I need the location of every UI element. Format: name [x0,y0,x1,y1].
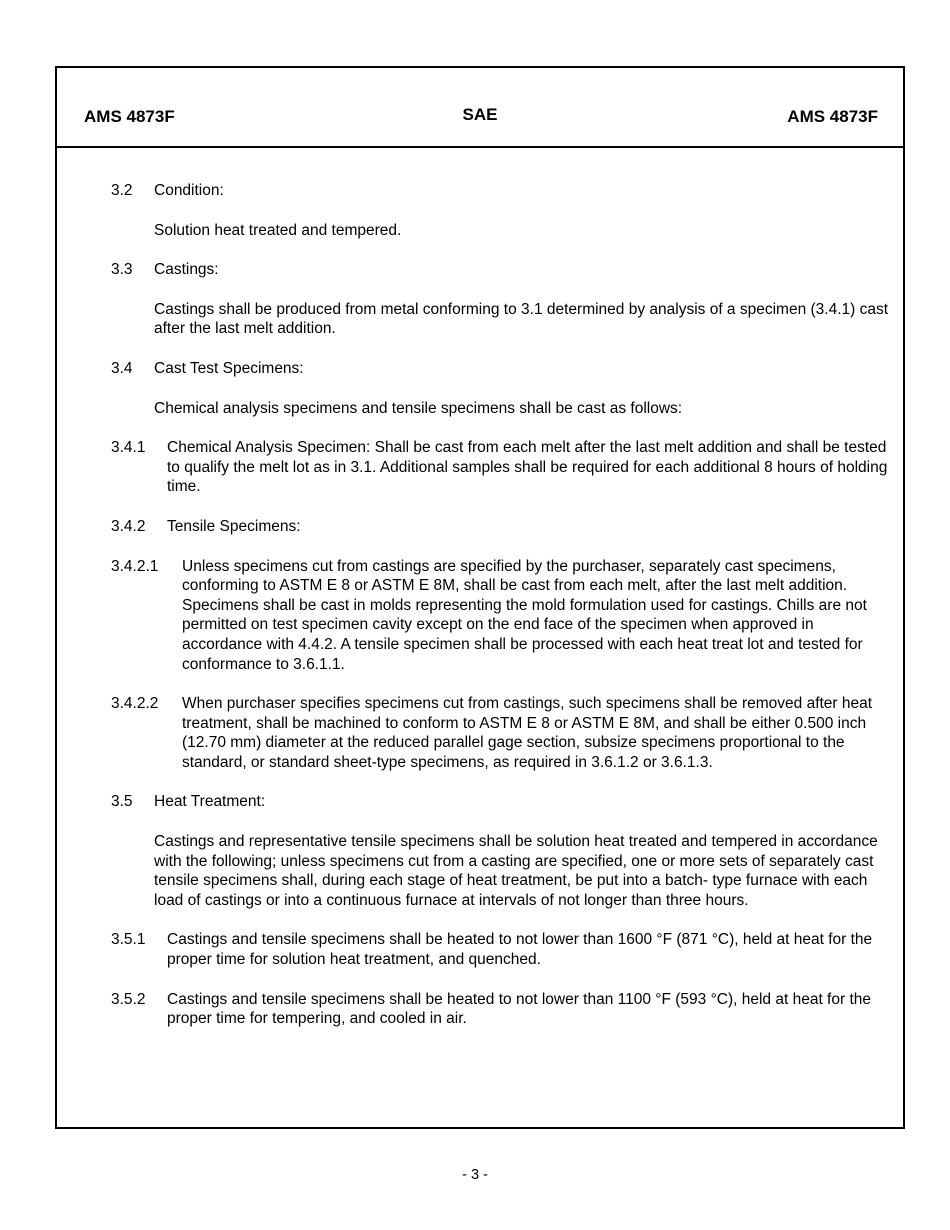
section-number: 3.4.2 [111,517,146,535]
section-number: 3.5.2 [111,990,146,1008]
section-3-5-2 [111,990,891,1029]
document-body [111,181,891,1049]
section-3-4-heading [111,359,891,379]
section-title: Heat Treatment: [154,793,266,811]
section-3-2-heading [111,181,891,201]
section-title: Castings: [154,261,219,279]
section-number: 3.2 [111,182,133,199]
section-3-3-heading [111,260,891,280]
section-3-5-text: Castings and representative tensile specimens shall be solution heat treated and tempered in accordance with the following; unless specimens cut from a casting are specified, one or more sets of separately cast tensile specimens shall, during each stage of heat treatment, be put into a batch- type furnace with each load of castings or into a continuous furnace at intervals of not longer than three hours. [154,833,878,909]
header-doc-number-left: AMS 4873F [84,107,175,126]
section-3-4-2-1 [111,557,891,675]
section-3-4-1 [111,438,891,497]
section-text: Castings and tensile specimens shall be heated to not lower than 1600 °F (871 °C), held at heat for the proper time for solution heat treatment, and quenched. [167,931,873,969]
section-text: Castings and tensile specimens shall be heated to not lower than 1100 °F (593 °C), held at heat for the proper time for tempering, and cooled in air. [167,990,872,1028]
document-header [57,68,903,148]
section-number: 3.4.2.2 [111,695,159,713]
section-3-4-2-2 [111,694,891,772]
section-number: 3.5.1 [111,931,146,949]
section-number: 3.4.2.1 [111,557,159,575]
header-org: SAE [462,105,498,124]
section-number: 3.3 [111,261,133,279]
header-doc-number-right: AMS 4873F [787,107,878,126]
section-number: 3.4 [111,359,133,377]
section-3-5-1 [111,930,891,969]
section-title: Tensile Specimens: [167,517,301,535]
section-3-2-text: Solution heat treated and tempered. [154,221,402,239]
section-3-5-heading [111,792,891,812]
section-3-4-text: Chemical analysis specimens and tensile specimens shall be cast as follows: [154,399,683,417]
page-number: - 3 - [462,1167,488,1183]
section-title: Condition: [154,182,224,199]
section-text: Chemical Analysis Specimen: Shall be cast from each melt after the last melt addition and shall be tested to qualify the melt lot as in 3.1. Additional samples shall be required for each additional 8 hours of holding time. [167,439,888,496]
section-text: Unless specimens cut from castings are specified by the purchaser, separately cast specimens, conforming to ASTM E 8 or ASTM E 8M, shall be cast from each melt, after the last melt addition. Specimens shall be cast in molds representing the mold formulation used for castings. Chills are not permitted on test specimen cavity except on the end face of the specimen when approved in accordance with 4.4.2. A tensile specimen shall be processed with each heat treat lot and tested for conformance to 3.6.1.1. [182,557,867,673]
section-number: 3.5 [111,793,133,811]
section-3-3-text: Castings shall be produced from metal conforming to 3.1 determined by analysis of a specimen (3.4.1) cast after the last melt addition. [154,300,889,338]
section-3-4-2-heading [111,517,891,537]
section-text: When purchaser specifies specimens cut from castings, such specimens shall be removed after heat treatment, shall be machined to conform to ASTM E 8 or ASTM E 8M, and shall be either 0.500 inch (12.70 mm) diameter at the reduced parallel gage section, subsize specimens proportional to the standard, or standard sheet-type specimens, as required in 3.6.1.2 or 3.6.1.3. [182,695,873,771]
section-number: 3.4.1 [111,439,146,457]
section-title: Cast Test Specimens: [154,359,304,377]
